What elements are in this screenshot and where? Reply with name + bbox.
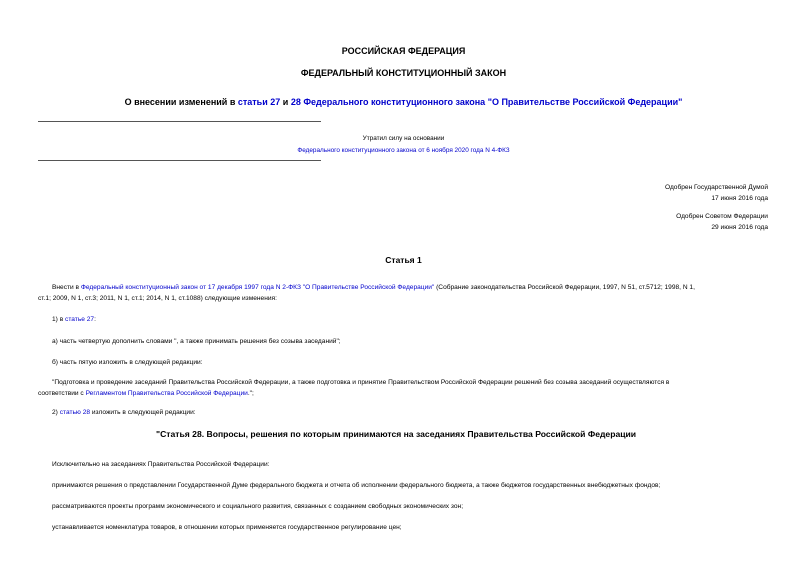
item-2 bbox=[52, 408, 769, 419]
item-1-prefix: 1) в bbox=[52, 316, 66, 323]
duma-approval-date: 17 июня 2016 года bbox=[711, 195, 768, 202]
article-28-paragraph-2: принимаются решения о представлении Государственной Думе федерального бюджета и отчета об исполнении федерального бюджета, а также бюджетов государственных внебюджетных фондов; bbox=[52, 482, 661, 489]
item-b: б) часть пятую изложить в следующей редакции: bbox=[52, 359, 203, 366]
item-a: а) часть четвертую дополнить словами ", а также принимать решения без созыва заседаний"; bbox=[52, 338, 341, 345]
quote-suffix: ."; bbox=[247, 390, 254, 397]
title-and: и bbox=[280, 97, 291, 107]
intro-law-link[interactable]: Федеральный конституционный закон от 17 декабря 1997 года N 2-ФКЗ "О Правительстве Российской Федерации" bbox=[80, 284, 435, 291]
item-2-prefix: 2) bbox=[52, 409, 60, 416]
duma-approval-label: Одобрен Государственной Думой bbox=[664, 184, 768, 191]
intro-prefix: Внести в bbox=[52, 284, 81, 291]
regulation-link[interactable]: Регламентом Правительства Российской Федерации bbox=[85, 390, 248, 397]
article-28-paragraph-1: Исключительно на заседаниях Правительства Российской Федерации: bbox=[52, 461, 270, 468]
title-link-article-27[interactable]: статьи 27 bbox=[237, 97, 281, 107]
title-link-article-28[interactable]: 28 Федерального конституционного закона "О Правительстве Российской Федерации" bbox=[290, 97, 683, 107]
item-1 bbox=[52, 315, 769, 326]
law-title bbox=[0, 97, 807, 107]
article-1-heading: Статья 1 bbox=[385, 255, 422, 265]
intro-rest: (Собрание законодательства Российской Федерации, 1997, N 51, ст.5712; 1998, N 1, bbox=[434, 284, 695, 291]
council-approval-label: Одобрен Советом Федерации bbox=[676, 213, 768, 220]
repeal-notice-line: Утратил силу на основании bbox=[362, 135, 445, 142]
repeal-notice-link[interactable]: Федерального конституционного закона от 6 ноября 2020 года N 4-ФКЗ bbox=[297, 147, 510, 154]
item-1-article-27-link[interactable]: статье 27 bbox=[65, 316, 95, 323]
law-type-heading: ФЕДЕРАЛЬНЫЙ КОНСТИТУЦИОННЫЙ ЗАКОН bbox=[300, 68, 507, 78]
article-28-heading: "Статья 28. Вопросы, решения по которым принимаются на заседаниях Правительства Российской Федерации bbox=[156, 429, 637, 439]
title-prefix: О внесении изменений в bbox=[124, 97, 238, 107]
quote-line-2 bbox=[38, 389, 254, 400]
article-1-intro bbox=[38, 283, 769, 294]
item-2-suffix: изложить в следующей редакции: bbox=[90, 409, 196, 416]
council-approval-date: 29 июня 2016 года bbox=[711, 224, 768, 231]
article-28-paragraph-4: устанавливается номенклатура товаров, в отношении которых применяется государственное регулирование цен; bbox=[52, 524, 402, 531]
item-2-article-28-link[interactable]: статью 28 bbox=[59, 409, 91, 416]
quote-prefix: соответствии с bbox=[38, 390, 86, 397]
article-28-paragraph-3: рассматриваются проекты программ экономического и социального развития, связанных с созданием свободных экономических зон; bbox=[52, 503, 464, 510]
article-1-intro-line2: ст.1; 2009, N 1, ст.3; 2011, N 1, ст.1; 2014, N 1, ст.1088) следующие изменения: bbox=[38, 295, 277, 302]
item-1-suffix: : bbox=[94, 316, 96, 323]
bottom-divider bbox=[38, 160, 321, 161]
country-heading: РОССИЙСКАЯ ФЕДЕРАЦИЯ bbox=[341, 46, 466, 56]
quote-line-1: "Подготовка и проведение заседаний Правительства Российской Федерации, а также подготовка и принятие Правительством Российской Федерации решений без созыва заседаний осуществляются в bbox=[52, 379, 670, 386]
top-divider bbox=[38, 121, 321, 122]
